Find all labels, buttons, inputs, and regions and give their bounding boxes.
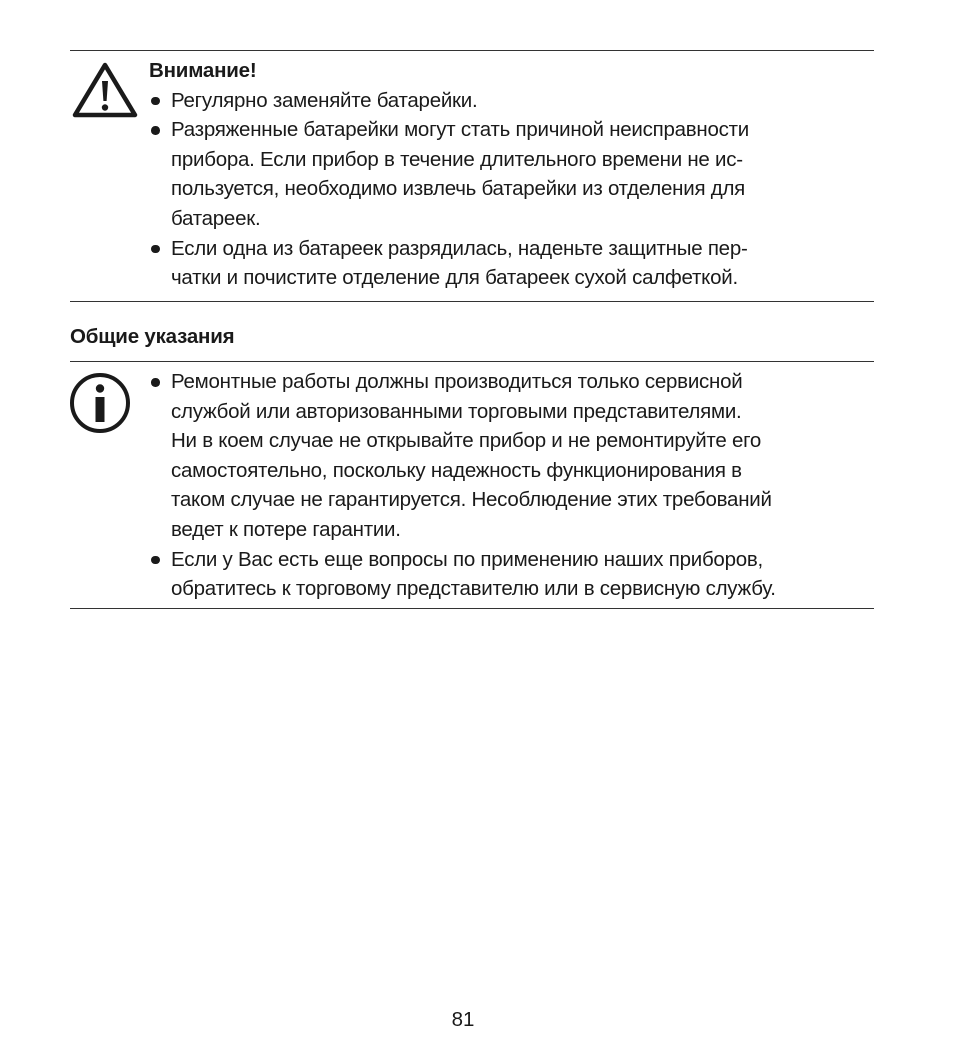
general-top-rule <box>70 361 874 362</box>
list-item-line: батареек. <box>171 206 261 230</box>
warning-triangle-icon <box>72 61 138 118</box>
list-item-line: таком случае не гарантируется. Несоблюдение этих требований <box>171 488 772 512</box>
section-heading: Общие указания <box>70 325 235 348</box>
general-list <box>149 367 884 604</box>
list-item-line: Ремонтные работы должны производиться только сервисной <box>171 370 743 393</box>
general-bottom-rule <box>70 608 874 609</box>
list-item-line: Разряженные батарейки могут стать причиной неисправности <box>171 118 749 142</box>
list-item-line: Если у Вас есть еще вопросы по применению наших приборов, <box>171 547 763 571</box>
info-icon <box>69 372 131 434</box>
list-item-line: службой или авторизованными торговыми представителями. <box>171 399 742 423</box>
warning-block <box>149 56 884 293</box>
list-item-line: Ни в коем случае не открывайте прибор и не ремонтируйте его <box>171 429 762 453</box>
list-item <box>149 545 884 604</box>
list-item-line: чатки и почистите отделение для батареек сухой салфеткой. <box>171 266 738 290</box>
list-item-line: пользуется, необходимо извлечь батарейки из отделения для <box>171 177 746 201</box>
list-item-line: Если одна из батареек разрядилась, наденьте защитные пер- <box>171 236 748 260</box>
page-number: 81 <box>451 1008 475 1031</box>
list-item-line: ведет к потере гарантии. <box>171 517 401 541</box>
list-item-line: прибора. Если прибор в течение длительного времени не ис- <box>171 147 743 171</box>
warning-bottom-rule <box>70 301 874 302</box>
general-block <box>149 367 884 604</box>
warning-list <box>149 86 884 293</box>
list-item <box>149 234 884 293</box>
list-item-line: обратитесь к торговому представителю или в сервисную службу. <box>171 577 776 601</box>
warning-title: Внимание! <box>149 59 257 82</box>
list-item <box>149 367 884 545</box>
warning-top-rule <box>70 50 874 51</box>
list-item <box>149 86 884 116</box>
list-item <box>149 115 884 233</box>
list-item-line: самостоятельно, поскольку надежность функционирования в <box>171 458 742 482</box>
list-item-line: Регулярно заменяйте батарейки. <box>171 88 478 112</box>
